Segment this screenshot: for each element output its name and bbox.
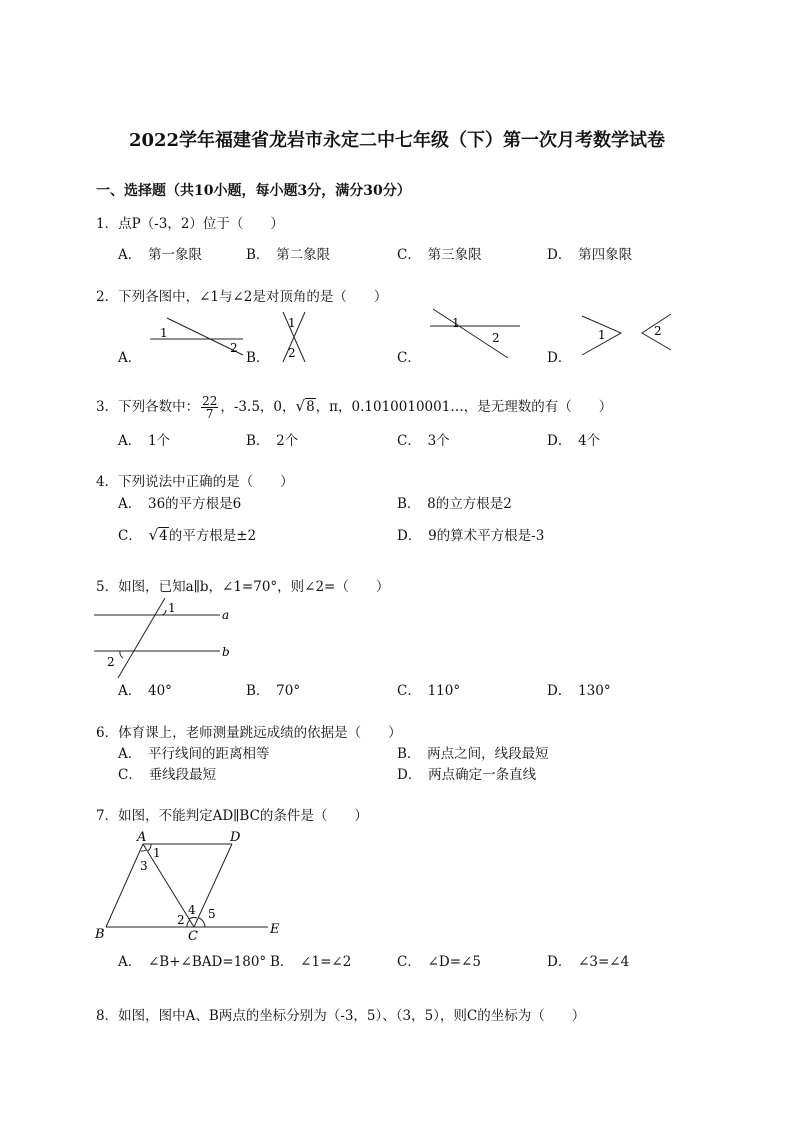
q1-option-c: C． 第三象限 [397,247,482,263]
q2-option-d: D． [547,350,572,366]
q7-angle-5: 5 [208,907,216,921]
section-heading: 一、选择题（共10小题，每小题3分，满分30分） [96,183,411,199]
q3-option-a: A． 1个 [118,433,171,449]
q2d-angle-1: 1 [598,328,606,342]
q3-option-b: B． 2个 [246,433,299,449]
q3-stem-post: ，π，0.1010010001…，是无理数的有（ ） [315,399,613,415]
q2c-angle-2: 2 [492,331,500,345]
q5-line-b: b [222,645,230,659]
question-8-stem: 8．如图，图中A、B两点的坐标分别为（-3，5）、（3，5），则C的坐标为（ ） [96,1008,586,1024]
q4-option-d: D． 9的算术平方根是-3 [397,528,545,544]
q5-option-d: D． 130° [547,683,611,699]
q7-angle-1: 1 [153,846,161,860]
q5-option-b: B． 70° [246,683,301,699]
q7-option-c: C． ∠D=∠5 [397,954,481,970]
q4-option-c: C． √4的平方根是±2 [118,526,257,544]
q2-option-b: B． [246,350,270,366]
q7-angle-2: 2 [177,913,185,927]
q2d-angle-2: 2 [654,324,662,338]
question-7-stem: 7．如图，不能判定AD∥BC的条件是（ ） [96,808,368,824]
q4-option-c-label: C． [118,528,136,544]
q3-stem-mid: ，-3.5，0， [220,399,296,415]
q4-option-c-text: 的平方根是±2 [168,528,257,544]
q2-option-a: A． [118,350,142,366]
q3-option-c: C． 3个 [397,433,450,449]
q1-option-b: B． 第二象限 [246,247,331,263]
q3-option-d: D． 4个 [547,433,601,449]
q3-sqrt-arg: 8 [306,399,315,415]
q6-option-d: D． 两点确定一条直线 [397,767,537,783]
q6-option-a: A． 平行线间的距离相等 [118,746,270,762]
q3-fraction-numerator: 22 [202,394,218,408]
question-4-stem: 4．下列说法中正确的是（ ） [96,474,294,490]
q7-angle-4: 4 [188,903,196,917]
question-2-stem: 2．下列各图中，∠1与∠2是对顶角的是（ ） [96,289,388,305]
q7-point-e: E [270,922,280,937]
q2b-angle-1: 1 [288,316,296,330]
q6-option-c: C． 垂线段最短 [118,767,217,783]
q4-option-c-sqrt: 4 [159,528,168,544]
q7-option-d: D． ∠3=∠4 [547,954,630,970]
q7-point-c: C [188,929,198,944]
q2a-angle-2: 2 [230,341,238,355]
q2a-angle-1: 1 [160,326,168,340]
q7-point-b: B [95,927,105,942]
q6-option-b: B． 两点之间，线段最短 [397,746,549,762]
q5-angle-2: 2 [107,655,115,669]
question-5-stem: 5．如图，已知a∥b，∠1=70°，则∠2=（ ） [96,579,390,595]
q5-angle-1: 1 [168,601,176,615]
q4-option-b: B． 8的立方根是2 [397,496,512,512]
q7-angle-3: 3 [140,859,148,873]
q1-option-a: A． 第一象限 [118,247,202,263]
q5-option-a: A． 40° [118,683,172,699]
question-1-stem: 1．点P（-3，2）位于（ ） [96,216,284,232]
q2b-angle-2: 2 [288,346,296,360]
q5-line-a: a [222,608,230,622]
q3-sqrt: √8 [295,397,315,415]
q7-option-b: B． ∠1=∠2 [270,954,352,970]
q3-fraction-denominator: 7 [205,407,214,421]
page-title: 2022学年福建省龙岩市永定二中七年级（下）第一次月考数学试卷 [128,130,666,151]
q7-option-a: A． ∠B+∠BAD=180° [118,954,267,970]
question-6-stem: 6．体育课上，老师测量跳远成绩的依据是（ ） [96,725,402,741]
q1-option-d: D． 第四象限 [547,247,633,263]
q2c-angle-1: 1 [452,316,460,330]
q2-option-c: C． [397,350,421,366]
q5-option-c: C． 110° [397,683,461,699]
q7-point-d: D [230,830,241,845]
q4-option-a: A． 36的平方根是6 [118,496,242,512]
q7-point-a: A [137,830,147,845]
q3-stem-pre: 3．下列各数中： [96,399,200,415]
